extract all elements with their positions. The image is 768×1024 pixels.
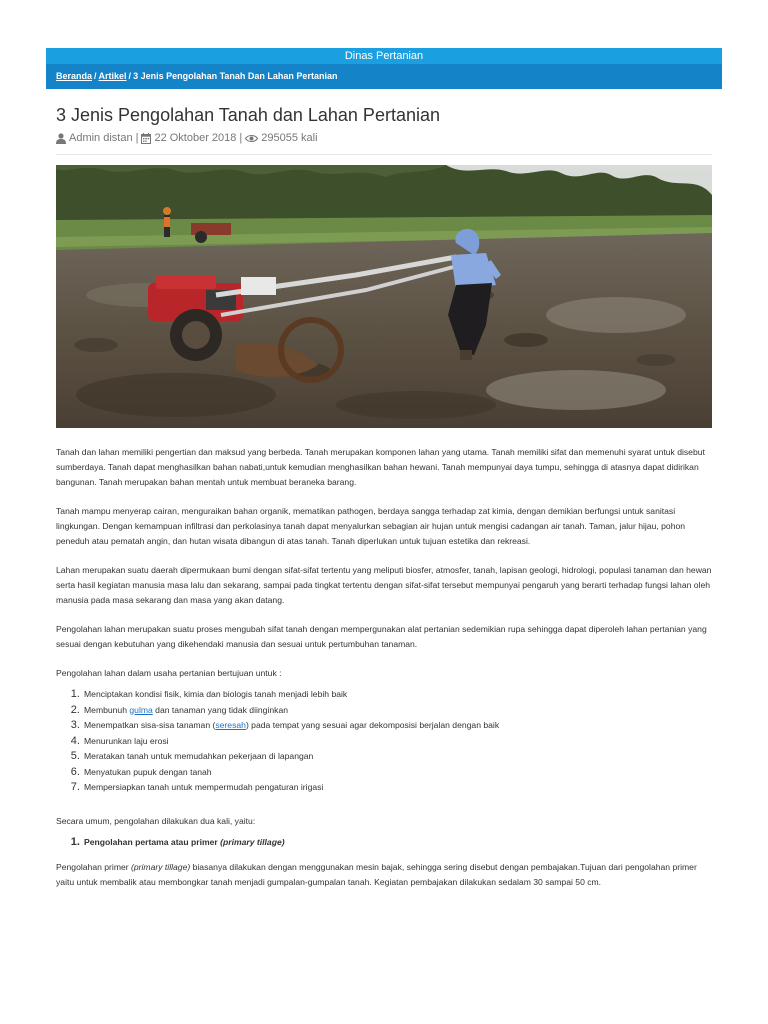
- meta-separator: |: [239, 132, 243, 144]
- page-title: 3 Jenis Pengolahan Tanah dan Lahan Pertanian: [56, 105, 440, 125]
- seresah-link[interactable]: seresah: [215, 720, 246, 730]
- meta-separator: |: [135, 132, 139, 144]
- site-header: [46, 48, 722, 64]
- site-name: Dinas Pertanian: [344, 50, 424, 62]
- list-item: [83, 765, 712, 781]
- article-date: 22 Oktober 2018: [154, 132, 237, 144]
- list-item-text: Membunuh: [84, 704, 130, 715]
- page-container: [46, 48, 722, 904]
- stages-intro: Secara umum, pengolahan dilakukan dua kali, yaitu:: [56, 815, 256, 826]
- article-author: Admin distan: [69, 132, 133, 144]
- primary-term: (primary tillage): [131, 862, 191, 872]
- article-paragraph: Tanah mampu menyerap cairan, menguraikan bahan organik, mematikan pathogen, berdaya sangga terhadap zat kimia, dengan demikian berfungsi untuk sanitasi lingkungan. Dengan kemampuan infiltrasi dan perkolasinya tanah dapat menyalurkan sebagian air hujan untuk mengisi cadangan air tanah. Taman, jalur hijau, pohon peneduh atau pematah angin, dan hutan wisata dibangun di atas tanah. Tanah diperlukan untuk tujuan estetika dan rekreasi.: [56, 506, 686, 546]
- breadcrumb-home-link[interactable]: Beranda: [56, 71, 93, 81]
- list-item-text: dan tanaman yang tidak diinginkan: [152, 704, 289, 715]
- list-item-text: Meratakan tanah untuk memudahkan pekerjaan di lapangan: [84, 751, 314, 761]
- breadcrumb-separator: /: [94, 71, 97, 81]
- breadcrumb-separator: /: [128, 71, 132, 81]
- article-views: 295055 kali: [261, 132, 318, 144]
- list-item-text: Menyatukan pupuk dengan tanah: [84, 766, 212, 777]
- list-item: [83, 780, 712, 796]
- list-item-text: Menempatkan sisa-sisa tanaman (: [84, 720, 216, 730]
- breadcrumb-artikel-link[interactable]: Artikel: [98, 71, 127, 81]
- article-body: [56, 445, 712, 890]
- breadcrumb-current: 3 Jenis Pengolahan Tanah Dan Lahan Pertanian: [133, 71, 338, 81]
- list-item: [83, 835, 712, 851]
- list-item: [83, 718, 712, 734]
- primary-text: Pengolahan primer: [56, 862, 132, 872]
- list-item-text: ) pada tempat yang sesuai agar dekomposisi berjalan dengan baik: [245, 720, 500, 730]
- gulma-link[interactable]: gulma: [129, 704, 153, 715]
- purpose-intro: Pengolahan lahan dalam usaha pertanian bertujuan untuk :: [56, 668, 282, 678]
- user-icon: [56, 133, 66, 144]
- stage-label: Pengolahan pertama atau primer: [84, 836, 221, 847]
- list-item: [83, 687, 712, 703]
- breadcrumb: [46, 64, 722, 89]
- stage-term: (primary tillage): [220, 836, 285, 847]
- primary-text: biasanya dilakukan dengan menggunakan mesin bajak, sehingga sering disebut dengan pembajakan.Tujuan dari pengolahan primer yaitu untuk membalik atau membongkar tanah menjadi gumpalan-gumpalan tanah. Kegiatan pembajakan dilakukan sedalam 30 sampai 50 cm.: [56, 862, 697, 887]
- article-hero-image: [56, 165, 712, 428]
- eye-icon: [245, 134, 258, 143]
- calendar-icon: [141, 133, 151, 144]
- list-item: [83, 703, 712, 719]
- stages-list: [56, 835, 712, 851]
- list-item: [83, 734, 712, 750]
- list-item: [83, 749, 712, 765]
- article-paragraph: [56, 860, 712, 890]
- divider: [56, 154, 712, 155]
- article-paragraph: Lahan merupakan suatu daerah dipermukaan bumi dengan sifat-sifat tertentu yang meliputi biosfer, atmosfer, tanah, lapisan geologi, hidrologi, populasi tanaman dan hewan serta hasil kegiatan manusia masa lalu dan sekarang, sampai pada tingkat tertentu dengan sifat-sifat tersebut mempunyai pengaruh yang berarti terhadap fungsi lahan oleh manusia pada masa sekarang dan masa yang akan datang.: [56, 565, 712, 605]
- purpose-list: [56, 687, 712, 796]
- article-paragraph: Tanah dan lahan memiliki pengertian dan maksud yang berbeda. Tanah merupakan komponen lahan yang utama. Tanah memiliki sifat dan memenuhi syarat untuk disebut sumberdaya. Tanah dapat menghasilkan bahan nabati,untuk kemudian menghasilkan bahan hewani. Tanah mempunyai daya tumpu, sehingga di atasnya dapat didirikan bangunan. Tanah merupakan bahan mentah untuk membuat beraneka barang.: [56, 447, 705, 487]
- list-item-text: Menurunkan laju erosi: [84, 735, 169, 746]
- list-item-text: Menciptakan kondisi fisik, kimia dan biologis tanah menjadi lebih baik: [84, 689, 348, 699]
- article-meta: [56, 131, 722, 145]
- article-paragraph: Pengolahan lahan merupakan suatu proses mengubah sifat tanah dengan mempergunakan alat pertanian sedemikian rupa sehingga dapat diperoleh lahan pertanian yang sesuai dengan kebutuhan yang dikehendaki manusia dan sesuai untuk pertumbuhan tanaman.: [56, 624, 707, 649]
- list-item-text: Mempersiapkan tanah untuk mempermudah pengaturan irigasi: [84, 782, 324, 792]
